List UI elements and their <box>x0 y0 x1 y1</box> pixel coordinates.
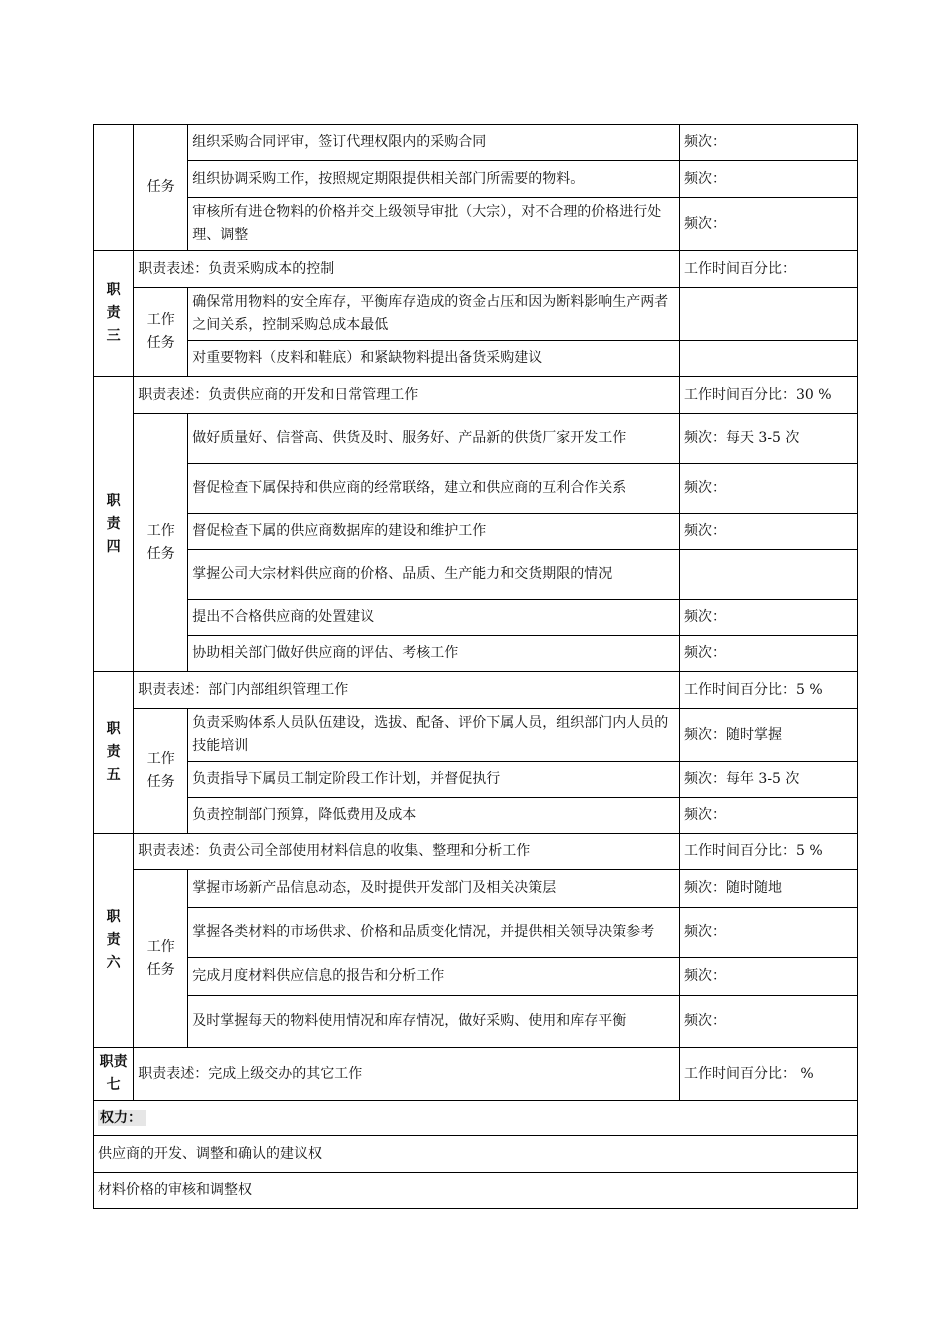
frequency-cell: 频次： <box>679 600 857 636</box>
task-text: 完成月度材料供应信息的报告和分析工作 <box>188 958 680 996</box>
frequency-cell <box>679 550 857 600</box>
task-label: 工作任务 <box>134 870 188 1048</box>
task-text: 做好质量好、信誉高、供货及时、服务好、产品新的供货厂家开发工作 <box>188 414 680 464</box>
duty-label: 职责五 <box>94 672 134 834</box>
table-row <box>94 636 858 672</box>
authority-heading: 权力： <box>94 1101 858 1136</box>
authority-item: 供应商的开发、调整和确认的建议权 <box>94 1136 858 1173</box>
task-text: 审核所有进仓物料的价格并交上级领导审批（大宗），对不合理的价格进行处理、调整 <box>188 198 680 251</box>
table-row <box>94 550 858 600</box>
duty-statement: 职责表述：负责供应商的开发和日常管理工作 <box>134 377 680 414</box>
table-row <box>94 341 858 377</box>
duty-statement: 职责表述：完成上级交办的其它工作 <box>134 1048 680 1101</box>
duty-statement: 职责表述：负责采购成本的控制 <box>134 251 680 288</box>
time-percentage: 工作时间百分比：5 % <box>679 834 857 870</box>
task-text: 提出不合格供应商的处置建议 <box>188 600 680 636</box>
table-row <box>94 198 858 251</box>
task-text: 督促检查下属的供应商数据库的建设和维护工作 <box>188 514 680 550</box>
task-text: 负责控制部门预算，降低费用及成本 <box>188 798 680 834</box>
table-row <box>94 870 858 908</box>
time-percentage: 工作时间百分比：5 % <box>679 672 857 709</box>
frequency-cell: 频次： <box>679 636 857 672</box>
task-label: 工作任务 <box>134 288 188 377</box>
frequency-cell: 频次： <box>679 514 857 550</box>
frequency-cell: 频次：随时随地 <box>679 870 857 908</box>
authority-item: 材料价格的审核和调整权 <box>94 1173 858 1209</box>
frequency-cell <box>679 288 857 341</box>
frequency-cell: 频次： <box>679 798 857 834</box>
table-row <box>94 958 858 996</box>
table-row <box>94 514 858 550</box>
task-label: 工作任务 <box>134 709 188 834</box>
duty-label: 职责四 <box>94 377 134 672</box>
frequency-cell: 频次： <box>679 198 857 251</box>
table-row <box>94 762 858 798</box>
duty-label: 职责三 <box>94 251 134 377</box>
table-row <box>94 672 858 709</box>
time-percentage: 工作时间百分比： % <box>679 1048 857 1101</box>
table-row <box>94 1048 858 1101</box>
duty-label: 职责七 <box>94 1048 134 1101</box>
table-row <box>94 908 858 958</box>
duty-label-empty <box>94 125 134 251</box>
frequency-cell: 频次：每年 3-5 次 <box>679 762 857 798</box>
task-text: 掌握市场新产品信息动态，及时提供开发部门及相关决策层 <box>188 870 680 908</box>
task-text: 负责采购体系人员队伍建设，选拔、配备、评价下属人员，组织部门内人员的技能培训 <box>188 709 680 762</box>
job-description-table <box>93 124 858 1209</box>
table-row <box>94 600 858 636</box>
time-percentage: 工作时间百分比： <box>679 251 857 288</box>
table-row <box>94 1173 858 1209</box>
table-row <box>94 464 858 514</box>
table-row <box>94 1101 858 1136</box>
duty-statement: 职责表述：部门内部组织管理工作 <box>134 672 680 709</box>
task-text: 掌握各类材料的市场供求、价格和品质变化情况，并提供相关领导决策参考 <box>188 908 680 958</box>
task-text: 及时掌握每天的物料使用情况和库存情况，做好采购、使用和库存平衡 <box>188 996 680 1048</box>
frequency-cell: 频次： <box>679 958 857 996</box>
table-row <box>94 125 858 161</box>
time-percentage: 工作时间百分比：30 % <box>679 377 857 414</box>
frequency-cell: 频次： <box>679 996 857 1048</box>
task-text: 对重要物料（皮料和鞋底）和紧缺物料提出备货采购建议 <box>188 341 680 377</box>
table-row <box>94 161 858 198</box>
table-row <box>94 996 858 1048</box>
frequency-cell: 频次：每天 3-5 次 <box>679 414 857 464</box>
task-text: 组织采购合同评审，签订代理权限内的采购合同 <box>188 125 680 161</box>
frequency-cell: 频次： <box>679 161 857 198</box>
table-row <box>94 834 858 870</box>
table-row <box>94 377 858 414</box>
task-label: 工作任务 <box>134 414 188 672</box>
table-row <box>94 1136 858 1173</box>
table-row <box>94 288 858 341</box>
table-row <box>94 414 858 464</box>
table-row <box>94 251 858 288</box>
task-text: 掌握公司大宗材料供应商的价格、品质、生产能力和交货期限的情况 <box>188 550 680 600</box>
task-text: 组织协调采购工作，按照规定期限提供相关部门所需要的物料。 <box>188 161 680 198</box>
task-label: 任务 <box>134 125 188 251</box>
duty-statement: 职责表述：负责公司全部使用材料信息的收集、整理和分析工作 <box>134 834 680 870</box>
table-row <box>94 709 858 762</box>
frequency-cell: 频次：随时掌握 <box>679 709 857 762</box>
task-text: 负责指导下属员工制定阶段工作计划，并督促执行 <box>188 762 680 798</box>
task-text: 确保常用物料的安全库存，平衡库存造成的资金占压和因为断料影响生产两者之间关系，控制采购总成本最低 <box>188 288 680 341</box>
frequency-cell: 频次： <box>679 125 857 161</box>
table-row <box>94 798 858 834</box>
task-text: 督促检查下属保持和供应商的经常联络，建立和供应商的互利合作关系 <box>188 464 680 514</box>
frequency-cell: 频次： <box>679 464 857 514</box>
frequency-cell: 频次： <box>679 908 857 958</box>
task-text: 协助相关部门做好供应商的评估、考核工作 <box>188 636 680 672</box>
frequency-cell <box>679 341 857 377</box>
duty-label: 职责六 <box>94 834 134 1048</box>
